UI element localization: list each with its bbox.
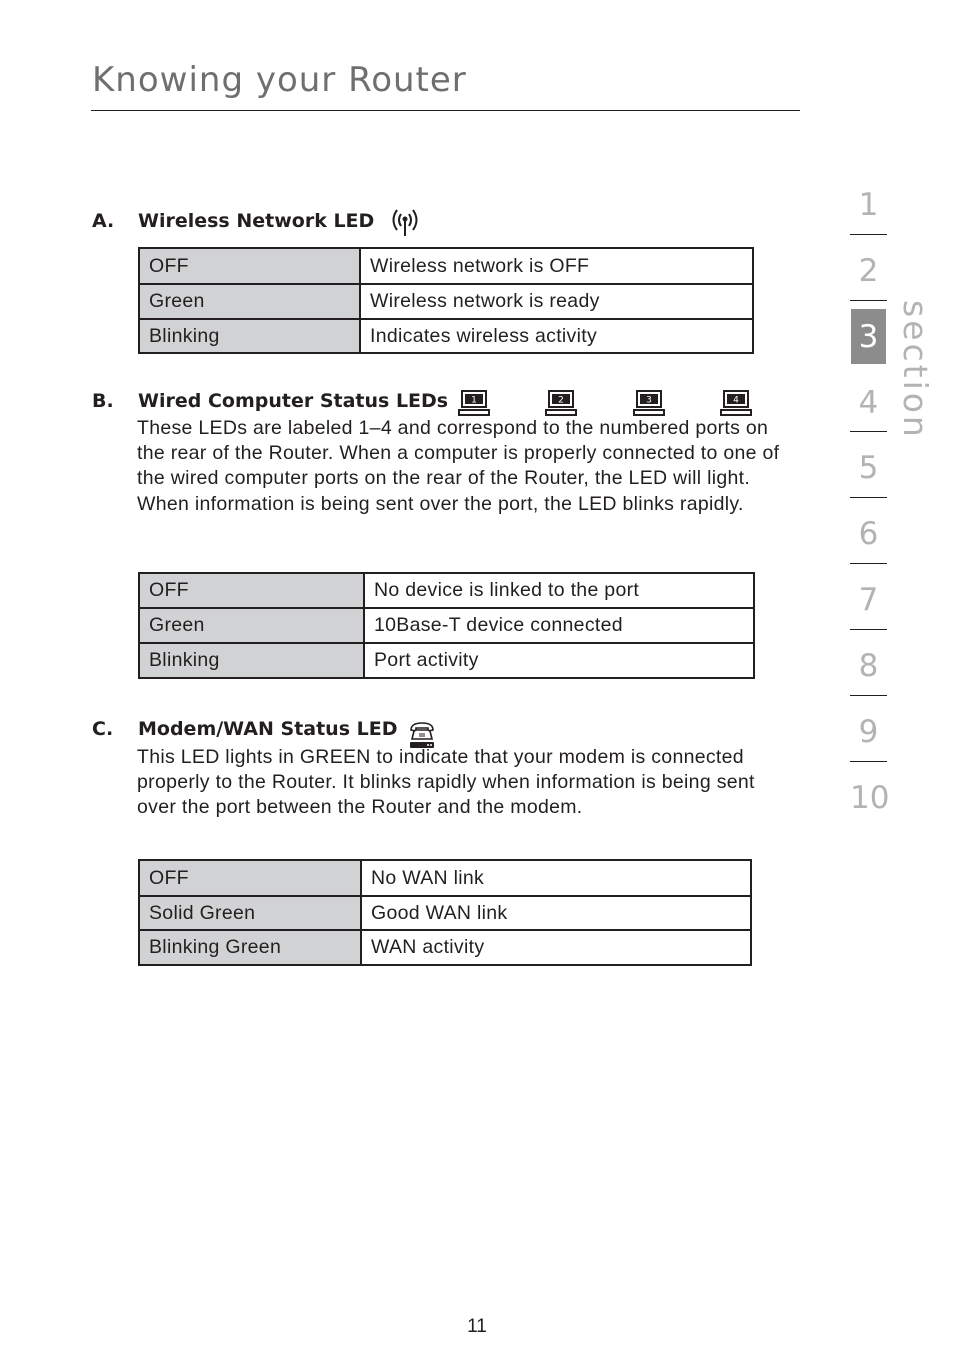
table-row <box>139 319 753 353</box>
computer-icon <box>544 389 578 417</box>
wired-led-table <box>138 572 755 679</box>
section-nav-item-5: 5 <box>858 450 879 486</box>
computer-icon <box>632 389 666 417</box>
section-a-title: Wireless Network LED <box>138 210 375 232</box>
port-label: 4 <box>733 395 739 406</box>
section-nav-divider <box>850 629 887 630</box>
section-c-letter: C. <box>92 718 114 740</box>
section-nav-divider <box>850 695 887 696</box>
section-c-heading <box>92 718 398 740</box>
section-b-letter: B. <box>92 390 114 412</box>
page-title: Knowing your Router <box>92 60 467 100</box>
led-meaning: Indicates wireless activity <box>360 319 753 353</box>
led-meaning: No WAN link <box>361 860 751 896</box>
led-meaning: Port activity <box>364 643 754 678</box>
table-row <box>139 248 753 284</box>
port-label: 3 <box>646 395 652 406</box>
section-label: section <box>896 300 935 440</box>
led-state: Solid Green <box>139 896 361 930</box>
section-c-title: Modem/WAN Status LED <box>138 718 398 740</box>
led-meaning: No device is linked to the port <box>364 573 754 608</box>
led-state: OFF <box>139 860 361 896</box>
section-b-title: Wired Computer Status LEDs <box>138 390 449 412</box>
wan-led-table <box>138 859 752 966</box>
led-meaning: 10Base-T device connected <box>364 608 754 643</box>
led-meaning: Wireless network is ready <box>360 284 753 319</box>
led-state: Blinking Green <box>139 930 361 965</box>
wireless-antenna-icon <box>388 206 422 238</box>
section-nav-item-7: 7 <box>858 582 879 618</box>
section-nav-divider <box>850 563 887 564</box>
section-c-body: This LED lights in GREEN to indicate that your modem is connected properly to the Router. It blinks rapidly when information is being sent over the port between the Router and the modem. <box>137 746 755 819</box>
led-state: OFF <box>139 573 364 608</box>
section-b-heading <box>92 390 448 412</box>
section-nav-item-8: 8 <box>858 648 879 684</box>
led-state: OFF <box>139 248 360 284</box>
page-number: 11 <box>467 1316 487 1337</box>
title-divider <box>91 110 800 111</box>
led-meaning: Wireless network is OFF <box>360 248 753 284</box>
table-row <box>139 930 751 965</box>
computer-icon <box>719 389 753 417</box>
section-a-heading <box>92 210 374 232</box>
section-b-body: These LEDs are labeled 1–4 and correspond to the numbered ports on the rear of the Router. When a computer is properly connected to one of the wired computer ports on the rear of the Router, the LED will light. When information is being sent over the port, the LED blinks rapidly. <box>137 417 780 515</box>
section-nav-item-6: 6 <box>858 516 879 552</box>
section-nav-item-9: 9 <box>858 714 879 750</box>
table-row <box>139 860 751 896</box>
section-nav-item-10: 10 <box>850 780 890 816</box>
section-nav-item-1: 1 <box>858 187 879 223</box>
led-state: Green <box>139 284 360 319</box>
section-nav-item-4: 4 <box>858 385 879 421</box>
section-nav-divider <box>850 497 887 498</box>
section-nav-divider <box>850 234 887 235</box>
section-a-letter: A. <box>92 210 115 232</box>
computer-icon <box>457 389 491 417</box>
led-state: Green <box>139 608 364 643</box>
wireless-led-table <box>138 247 754 354</box>
section-nav-item-2: 2 <box>858 253 879 289</box>
table-row <box>139 573 754 608</box>
table-row <box>139 896 751 930</box>
section-nav-divider <box>850 431 887 432</box>
port-label: 2 <box>558 395 564 406</box>
led-meaning: WAN activity <box>361 930 751 965</box>
led-state: Blinking <box>139 319 360 353</box>
table-row <box>139 284 753 319</box>
port-label: 1 <box>471 395 477 406</box>
section-nav-item-3: 3 <box>858 319 879 355</box>
section-nav-divider <box>850 761 887 762</box>
table-row <box>139 608 754 643</box>
led-state: Blinking <box>139 643 364 678</box>
led-meaning: Good WAN link <box>361 896 751 930</box>
section-nav-divider <box>850 300 887 301</box>
table-row <box>139 643 754 678</box>
